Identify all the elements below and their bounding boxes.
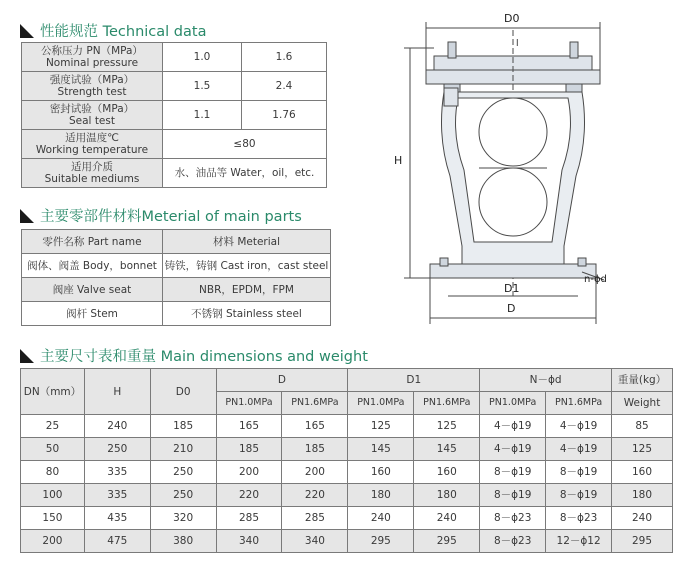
dims-cell: 85	[612, 415, 673, 438]
dims-cell: 8－ϕ19	[546, 484, 612, 507]
dims-cell: 250	[150, 461, 216, 484]
column-subheader: Weight	[612, 392, 673, 415]
table-row	[22, 130, 327, 159]
l-label: l	[516, 39, 519, 49]
label-cn: 密封试验（MPa）	[49, 103, 135, 115]
dims-cell: 50	[21, 438, 85, 461]
tech-value-cell: 1.5	[163, 72, 242, 101]
dims-cell: 250	[84, 438, 150, 461]
column-subheader: PN1.6MPa	[414, 392, 480, 415]
dims-cell: 8－ϕ19	[480, 484, 546, 507]
dims-cell: 125	[348, 415, 414, 438]
tech-value-cell: 水、油品等 Water，oil，etc.	[163, 159, 327, 188]
dims-cell: 125	[414, 415, 480, 438]
dims-cell: 160	[348, 461, 414, 484]
dims-cell: 180	[612, 484, 673, 507]
dims-cell: 295	[348, 530, 414, 553]
table-row	[21, 461, 673, 484]
table-row	[21, 484, 673, 507]
dims-cell: 125	[612, 438, 673, 461]
tech-value-cell: 1.1	[163, 101, 242, 130]
part-name-cell: 阀体、阀盖 Body，bonnet	[22, 254, 163, 278]
column-header: D1	[348, 369, 480, 392]
dims-cell: 240	[612, 507, 673, 530]
h-label: H	[394, 154, 403, 167]
label-cn: 公称压力 PN（MPa）	[41, 45, 143, 57]
table-row	[22, 278, 331, 302]
dims-table	[20, 368, 673, 553]
column-header: H	[84, 369, 150, 415]
tech-label-cell	[22, 43, 163, 72]
table-header-row	[22, 230, 331, 254]
dims-body	[21, 415, 673, 553]
label-cn: 适用介质	[71, 161, 113, 173]
parts-table	[21, 229, 331, 326]
tech-heading-text: 性能规范 Technical data	[40, 24, 207, 40]
dims-cell: 180	[414, 484, 480, 507]
parts-heading-text: 主要零部件材料Meterial of main parts	[40, 209, 302, 225]
dims-cell: 200	[282, 461, 348, 484]
tech-value-cell: 1.6	[242, 43, 327, 72]
tech-label-cell	[22, 101, 163, 130]
tech-label-cell	[22, 159, 163, 188]
dims-cell: 335	[84, 461, 150, 484]
valve-drawing	[394, 6, 628, 326]
dims-cell: 8－ϕ19	[480, 461, 546, 484]
dims-cell: 185	[282, 438, 348, 461]
table-row	[22, 72, 327, 101]
tech-value-cell: 1.0	[163, 43, 242, 72]
bolt-right	[570, 42, 578, 58]
dims-cell: 8－ϕ19	[546, 461, 612, 484]
dims-cell: 335	[84, 484, 150, 507]
dims-cell: 145	[348, 438, 414, 461]
dims-cell: 160	[612, 461, 673, 484]
label-cn: 强度试验（MPa）	[49, 74, 135, 86]
nd-label: n-ϕd	[584, 274, 607, 285]
tech-label-cell	[22, 72, 163, 101]
tech-value-cell: 2.4	[242, 72, 327, 101]
label-en: Working temperature	[35, 144, 149, 156]
dims-cell: 145	[414, 438, 480, 461]
dims-cell: 8－ϕ23	[480, 530, 546, 553]
column-subheader: PN1.0MPa	[480, 392, 546, 415]
dims-cell: 380	[150, 530, 216, 553]
column-subheader: PN1.6MPa	[546, 392, 612, 415]
dims-cell: 250	[150, 484, 216, 507]
parts-heading	[20, 205, 302, 226]
table-row	[21, 507, 673, 530]
dims-cell: 8－ϕ23	[480, 507, 546, 530]
dims-cell: 285	[216, 507, 282, 530]
dims-cell: 340	[282, 530, 348, 553]
dims-cell: 4－ϕ19	[480, 415, 546, 438]
tech-value-cell: ≤80	[163, 130, 327, 159]
label-en: Seal test	[69, 115, 115, 127]
column-header: DN（mm）	[21, 369, 85, 415]
table-row	[22, 43, 327, 72]
part-name-cell: 阀杆 Stem	[22, 302, 163, 326]
dims-cell: 220	[282, 484, 348, 507]
tech-label-cell	[22, 130, 163, 159]
table-row	[21, 438, 673, 461]
dims-cell: 80	[21, 461, 85, 484]
dims-cell: 220	[216, 484, 282, 507]
label-en: Suitable mediums	[44, 173, 140, 185]
column-header: 零件名称 Part name	[22, 230, 163, 254]
table-row	[22, 254, 331, 278]
dims-cell: 295	[414, 530, 480, 553]
dims-cell: 340	[216, 530, 282, 553]
dims-cell: 240	[84, 415, 150, 438]
d1-label: D1	[504, 282, 520, 295]
dims-cell: 4－ϕ19	[546, 415, 612, 438]
dims-cell: 160	[414, 461, 480, 484]
column-header: 材料 Meterial	[163, 230, 331, 254]
upper-float	[479, 98, 547, 166]
dims-cell: 165	[216, 415, 282, 438]
bolt-left	[448, 42, 456, 58]
dims-cell: 100	[21, 484, 85, 507]
dims-cell: 25	[21, 415, 85, 438]
dims-cell: 4－ϕ19	[546, 438, 612, 461]
dims-cell: 4－ϕ19	[480, 438, 546, 461]
column-header: N－ϕd	[480, 369, 612, 392]
tech-heading	[20, 20, 206, 41]
dims-cell: 180	[348, 484, 414, 507]
table-row	[22, 159, 327, 188]
dims-cell: 165	[282, 415, 348, 438]
label-en: Nominal pressure	[45, 57, 139, 69]
material-cell: NBR，EPDM，FPM	[163, 278, 331, 302]
part-name-cell: 阀座 Valve seat	[22, 278, 163, 302]
column-subheader: PN1.6MPa	[282, 392, 348, 415]
label-en: Strength test	[57, 86, 127, 98]
table-row	[22, 302, 331, 326]
column-subheader: PN1.0MPa	[216, 392, 282, 415]
table-row	[21, 415, 673, 438]
section-marker-icon	[20, 349, 34, 363]
d0-label: D0	[504, 12, 520, 25]
dims-cell: 200	[21, 530, 85, 553]
d-label: D	[507, 302, 516, 315]
bottom-flange	[430, 264, 596, 278]
label-cn: 适用温度℃	[65, 132, 119, 144]
dims-cell: 8－ϕ23	[546, 507, 612, 530]
material-cell: 不锈钢 Stainless steel	[163, 302, 331, 326]
dims-cell: 185	[216, 438, 282, 461]
dims-cell: 295	[612, 530, 673, 553]
dims-cell: 150	[21, 507, 85, 530]
section-marker-icon	[20, 209, 34, 223]
dims-cell: 210	[150, 438, 216, 461]
table-row	[21, 530, 673, 553]
dims-cell: 200	[216, 461, 282, 484]
tech-value-cell: 1.76	[242, 101, 327, 130]
dims-cell: 12－ϕ12	[546, 530, 612, 553]
dims-cell: 285	[282, 507, 348, 530]
dims-cell: 240	[414, 507, 480, 530]
tech-table	[21, 42, 327, 188]
column-header: 重量(kg）	[612, 369, 673, 392]
dims-cell: 475	[84, 530, 150, 553]
dims-cell: 240	[348, 507, 414, 530]
section-marker-icon	[20, 24, 34, 38]
material-cell: 铸铁，铸钢 Cast iron，cast steel	[163, 254, 331, 278]
lower-float	[479, 168, 547, 236]
dims-heading-text: 主要尺寸表和重量 Main dimensions and weight	[40, 349, 368, 365]
column-subheader: PN1.0MPa	[348, 392, 414, 415]
dims-cell: 435	[84, 507, 150, 530]
dims-cell: 185	[150, 415, 216, 438]
dims-heading	[20, 345, 368, 366]
table-header-row	[21, 369, 673, 392]
column-header: D0	[150, 369, 216, 415]
table-row	[22, 101, 327, 130]
column-header: D	[216, 369, 348, 392]
dims-cell: 320	[150, 507, 216, 530]
